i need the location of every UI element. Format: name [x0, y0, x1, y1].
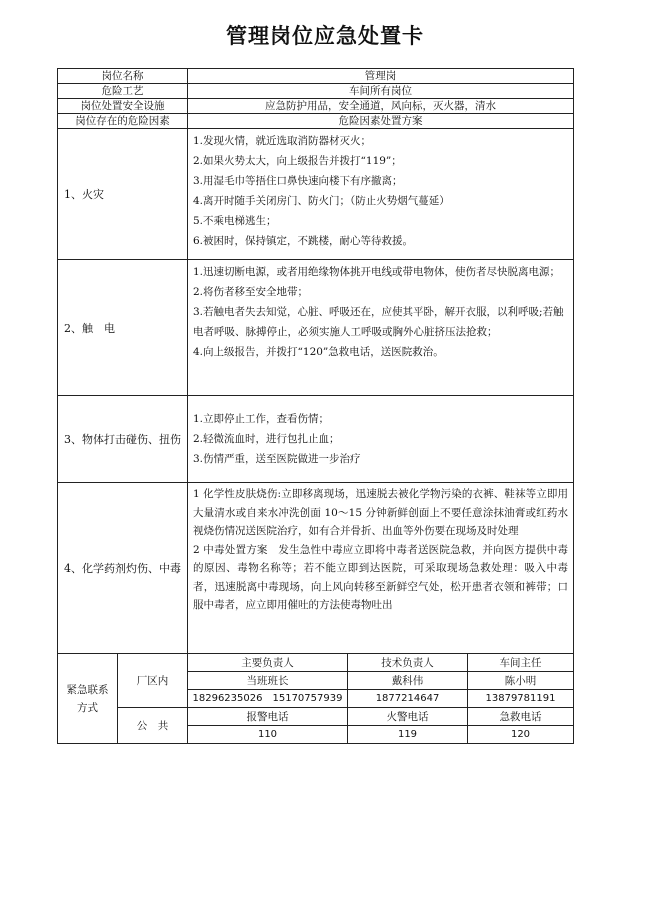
- page-title: 管理岗位应急处置卡: [226, 24, 424, 48]
- contact-name: 陈小明: [468, 672, 574, 690]
- step: 4.离开时随手关闭房门、防火门；（防止火势烟气蔓延）: [193, 195, 450, 207]
- info-label: 岗位名称: [58, 69, 188, 84]
- hazard-row-fire: [58, 129, 574, 260]
- info-row-position: [58, 69, 574, 84]
- info-value: 管理岗: [188, 69, 574, 84]
- role-tech: 技术负责人: [348, 654, 468, 672]
- info-label: 岗位处置安全设施: [58, 99, 188, 114]
- hazard-steps: [188, 129, 574, 260]
- step: 3.用湿毛巾等捂住口鼻快速向楼下有序撤离；: [193, 175, 403, 187]
- step: 5.不乘电梯逃生；: [193, 215, 277, 227]
- police-number: 110: [188, 726, 348, 744]
- hazard-name: 2、触 电: [58, 260, 188, 396]
- contact-name: 戴科伟: [348, 672, 468, 690]
- info-value: 车间所有岗位: [188, 84, 574, 99]
- info-row-hazard-header: [58, 114, 574, 129]
- contact-roles-row: [58, 654, 574, 672]
- fire-phone-title: 火警电话: [348, 708, 468, 726]
- info-row-process: [58, 84, 574, 99]
- step: 3.若触电者失去知觉，心脏、呼吸还在，应使其平卧，解开衣服，以利呼吸;若触电者呼吸、脉搏停止，必须实施人工呼吸或胸外心脏挤压法抢救；: [193, 306, 564, 338]
- step: 2.将伤者移至安全地带；: [193, 286, 309, 298]
- role-workshop: 车间主任: [468, 654, 574, 672]
- role-main: 主要负责人: [188, 654, 348, 672]
- info-label: 岗位存在的危险因素: [58, 114, 188, 129]
- police-phone-title: 报警电话: [188, 708, 348, 726]
- step: 2 中毒处置方案 发生急性中毒应立即将中毒者送医院急救，并向医方提供中毒的原因、毒物名称等；若不能立即到达医院，可采取现场急救处理：吸入中毒者，迅速脱离中毒现场，向上风向转移至新鲜空气处，松开患者衣领和裤带；口服中毒者，应立即用催吐的方法使毒物吐出: [193, 543, 569, 611]
- contact-phone: 1877214647: [348, 690, 468, 708]
- hazard-row-injury: [58, 396, 574, 483]
- hazard-name: 3、物体打击碰伤、扭伤: [58, 396, 188, 483]
- contact-section-label: 紧急联系方式: [58, 654, 118, 744]
- hazard-steps: [188, 483, 574, 654]
- step: 4.向上级报告，并拨打“120”急救电话，送医院救治。: [193, 346, 444, 358]
- hazard-name: 1、火灾: [58, 129, 188, 260]
- step: 1.迅速切断电源，或者用绝缘物体挑开电线或带电物体，使伤者尽快脱离电源；: [193, 266, 561, 278]
- step: 3.伤情严重，送至医院做进一步治疗: [193, 453, 361, 465]
- step: 1.立即停止工作，查看伤情；: [193, 413, 330, 425]
- factory-label: 厂区内: [118, 654, 188, 708]
- info-label: 危险工艺: [58, 84, 188, 99]
- step: 2.轻微流血时，进行包扎止血；: [193, 433, 340, 445]
- contact-phone: 18296235026 15170757939: [188, 690, 348, 708]
- step: 6.被困时，保持镇定，不跳楼，耐心等待救援。: [193, 235, 414, 247]
- step: 2.如果火势太大，向上级报告并拨打“119”；: [193, 155, 402, 167]
- step: 1.发现火情，就近选取消防器材灭火；: [193, 135, 372, 147]
- ambulance-number: 120: [468, 726, 574, 744]
- hazard-row-electric: [58, 260, 574, 396]
- hazard-row-chemical: [58, 483, 574, 654]
- fire-number: 119: [348, 726, 468, 744]
- ambulance-phone-title: 急救电话: [468, 708, 574, 726]
- hazard-steps: [188, 260, 574, 396]
- contact-name: 当班班长: [188, 672, 348, 690]
- hazard-name: 4、化学药剂灼伤、中毒: [58, 483, 188, 654]
- info-value: 危险因素处置方案: [188, 114, 574, 129]
- contact-phone: 13879781191: [468, 690, 574, 708]
- emergency-card-table: [57, 68, 574, 744]
- hazard-steps: [188, 396, 574, 483]
- public-label: 公 共: [118, 708, 188, 744]
- info-row-facilities: [58, 99, 574, 114]
- public-titles-row: [58, 708, 574, 726]
- info-value: 应急防护用品，安全通道，风向标，灭火器，清水: [188, 99, 574, 114]
- step: 1 化学性皮肤烧伤:立即移离现场，迅速脱去被化学物污染的衣裤、鞋袜等立即用大量清水或自来水冲洗创面 10～15 分钟新鲜创面上不要任意涂抹油膏或红药水视烧伤情况送医院治疗，如有合并骨折、出血等外伤要在现场及时处理: [193, 488, 569, 537]
